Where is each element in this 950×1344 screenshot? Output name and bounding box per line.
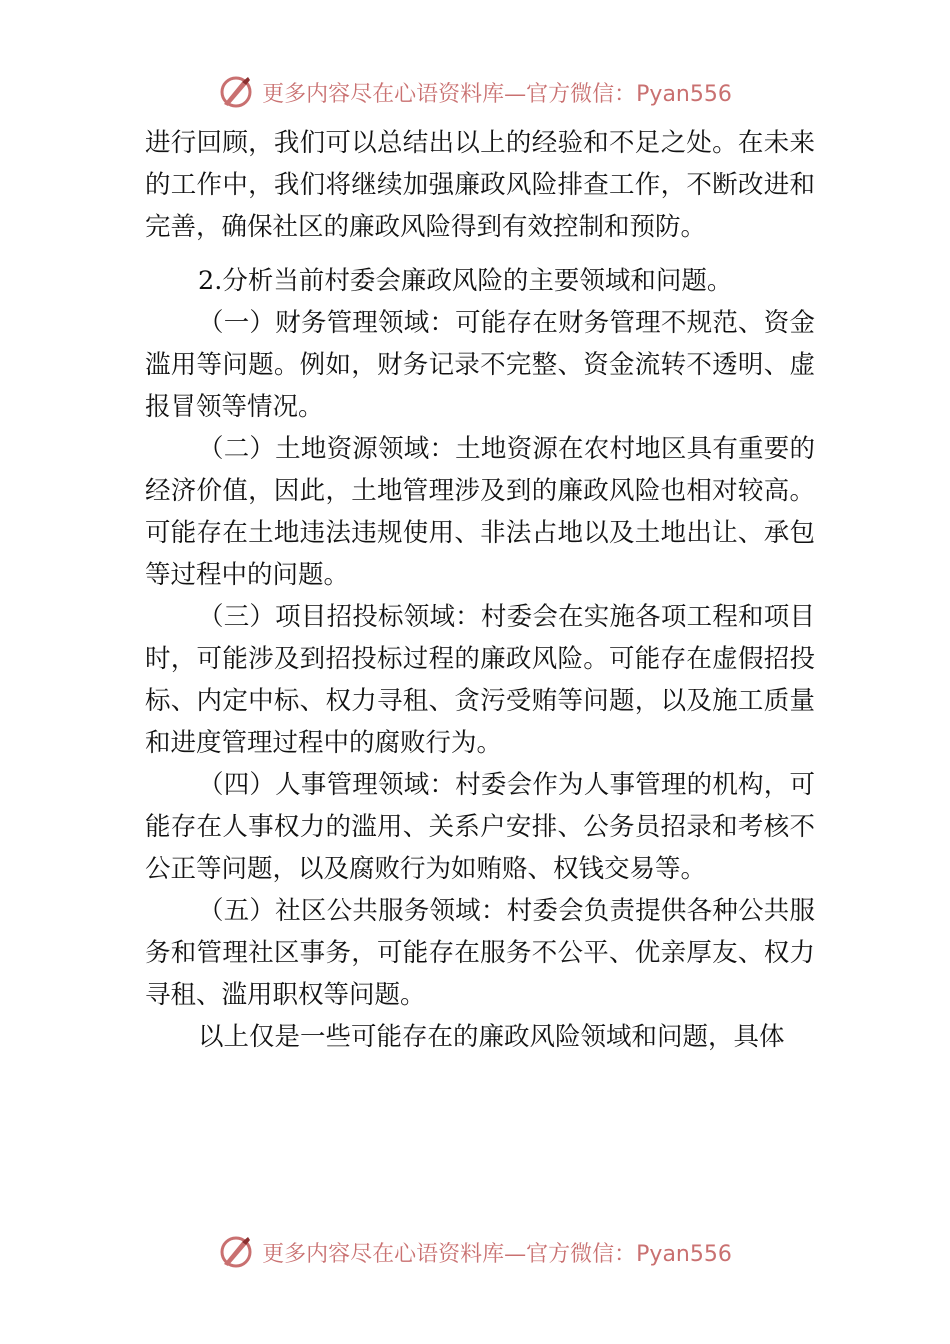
paragraph-public-service: （五）社区公共服务领域：村委会负责提供各种公共服务和管理社区事务，可能存在服务不公平、优亲厚友、权力寻租、滥用职权等问题。 [145, 896, 815, 1010]
footer-watermark-text: 更多内容尽在心语资料库—官方微信：Pyan556 [262, 1241, 732, 1267]
header-watermark-id: Pyan556 [636, 81, 732, 107]
document-body [145, 122, 815, 1058]
footer-watermark [0, 1230, 950, 1274]
paragraph-summary: 以上仅是一些可能存在的廉政风险领域和问题，具体 [198, 1022, 785, 1052]
paragraph-continuation: 进行回顾，我们可以总结出以上的经验和不足之处。在未来的工作中，我们将继续加强廉政风险排查工作，不断改进和完善，确保社区的廉政风险得到有效控制和预防。 [145, 128, 815, 242]
pen-brush-logo-icon [218, 74, 254, 110]
footer-watermark-id: Pyan556 [636, 1241, 732, 1267]
header-watermark-text: 更多内容尽在心语资料库—官方微信：Pyan556 [262, 81, 732, 107]
paragraph-personnel: （四）人事管理领域：村委会作为人事管理的机构，可能存在人事权力的滥用、关系户安排、公务员招录和考核不公正等问题，以及腐败行为如贿赂、权钱交易等。 [145, 770, 815, 884]
paragraph-land: （二）土地资源领域：土地资源在农村地区具有重要的经济价值，因此，土地管理涉及到的廉政风险也相对较高。可能存在土地违法违规使用、非法占地以及土地出让、承包等过程中的问题。 [145, 434, 815, 590]
paragraph-finance: （一）财务管理领域：可能存在财务管理不规范、资金滥用等问题。例如，财务记录不完整、资金流转不透明、虚报冒领等情况。 [145, 308, 815, 422]
paragraph-bidding: （三）项目招投标领域：村委会在实施各项工程和项目时，可能涉及到招投标过程的廉政风险。可能存在虚假招投标、内定中标、权力寻租、贪污受贿等问题，以及施工质量和进度管理过程中的腐败行为。 [145, 602, 815, 758]
section-heading: 2.分析当前村委会廉政风险的主要领域和问题。 [198, 266, 733, 296]
header-watermark [0, 70, 950, 114]
pen-brush-logo-icon [218, 1234, 254, 1270]
